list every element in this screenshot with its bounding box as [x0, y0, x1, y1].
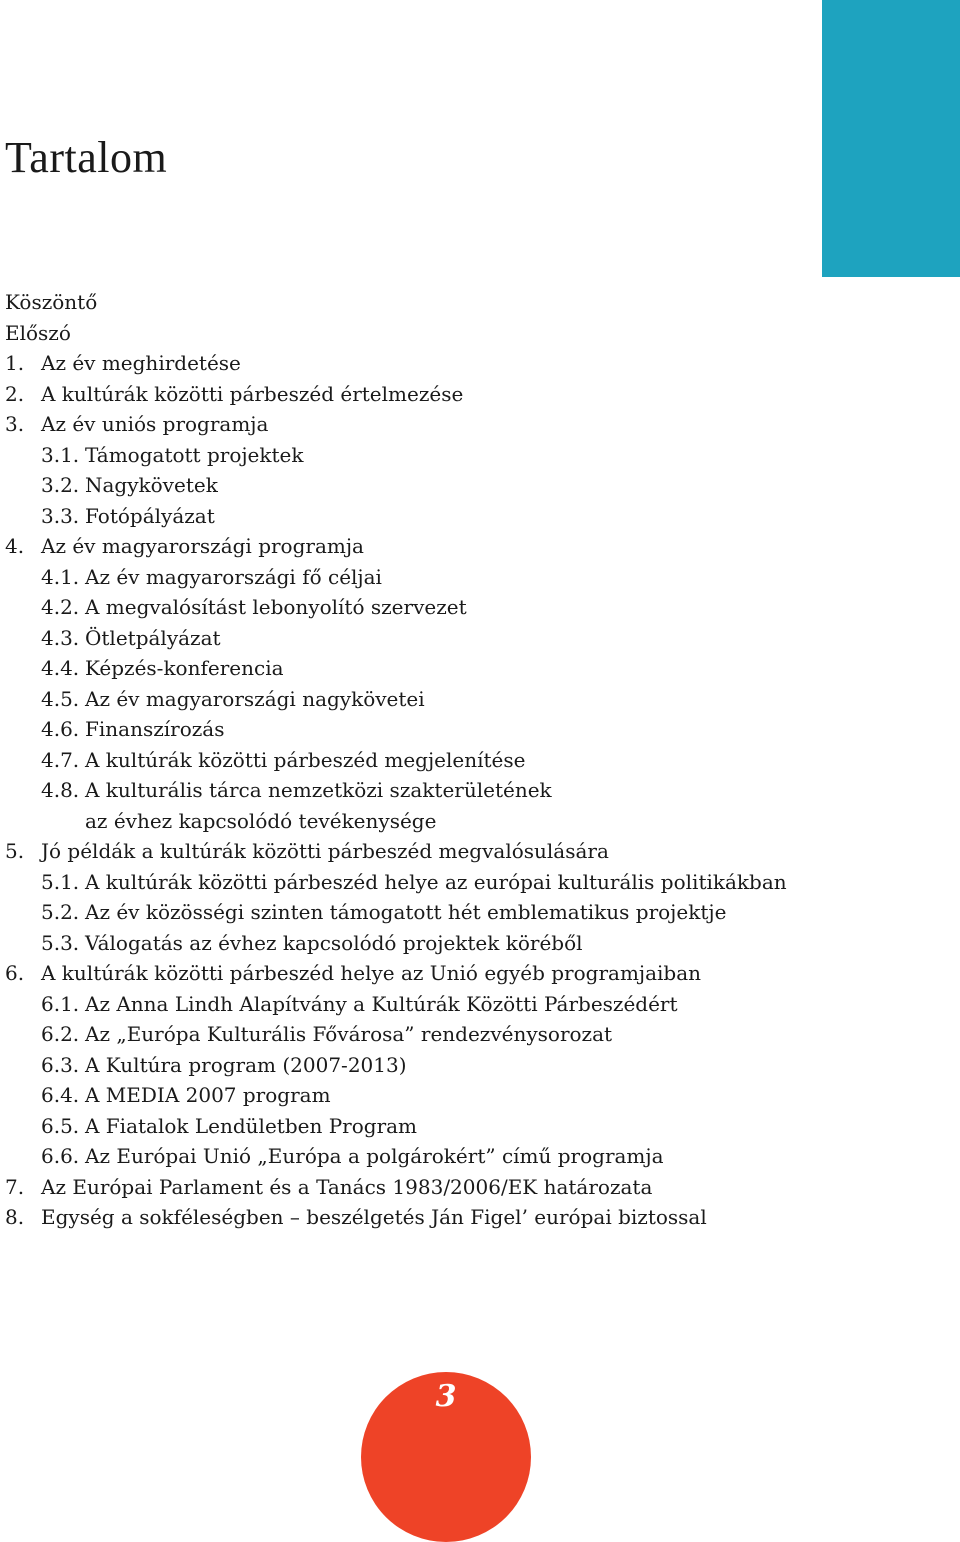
- toc-entry[interactable]: [5, 470, 787, 501]
- toc-entry-title-wrap: [85, 1080, 331, 1111]
- toc-entry[interactable]: [5, 775, 787, 836]
- toc-entry-title: Az év meghirdetése: [41, 351, 241, 375]
- toc-entry-title: A Kultúra program (2007-2013): [85, 1052, 407, 1077]
- toc-entry-number: 4.6.: [41, 717, 80, 741]
- toc-entry-number: 4.: [5, 534, 25, 558]
- toc-entry[interactable]: [5, 287, 787, 318]
- toc-entry[interactable]: [5, 501, 787, 532]
- toc-entry-title: Ötletpályázat: [85, 625, 221, 650]
- toc-entry-number: 4.7.: [41, 747, 80, 772]
- toc-entry-title-wrap: [85, 501, 215, 532]
- toc-entry-title-wrap: [85, 775, 552, 836]
- toc-entry-title-wrap: [85, 1019, 612, 1050]
- toc-entry-title: A kultúrák közötti párbeszéd értelmezése: [41, 381, 464, 406]
- toc-entry[interactable]: [5, 409, 787, 440]
- toc-entry-number: 7.: [5, 1174, 25, 1199]
- toc-entry-number: 3.2.: [41, 473, 80, 497]
- toc-entry-title: A megvalósítást lebonyolító szervezet: [85, 595, 467, 619]
- toc-entry[interactable]: [5, 562, 787, 593]
- toc-entry[interactable]: [5, 348, 787, 379]
- toc-entry-title: Az „Európa Kulturális Fővárosa” rendezvénysorozat: [85, 1022, 613, 1046]
- toc-entry-title: Az év magyarországi nagykövetei: [85, 686, 425, 711]
- toc-entry-title-wrap: [85, 1141, 664, 1172]
- toc-entry-number: 6.1.: [41, 991, 80, 1016]
- toc-entry[interactable]: [5, 1141, 787, 1172]
- toc-entry-title: Támogatott projektek: [85, 442, 304, 467]
- toc-entry-title: Az év közösségi szinten támogatott hét emblematikus projektje: [85, 900, 727, 924]
- toc-entry[interactable]: [5, 1111, 787, 1142]
- toc-entry-title: Az Anna Lindh Alapítvány a Kultúrák Közötti Párbeszédért: [85, 991, 678, 1016]
- toc-entry-number: 6.: [5, 961, 25, 985]
- toc-entry-title: Az Európai Unió „Európa a polgárokért” című programja: [85, 1144, 664, 1168]
- toc-entry-number: 3.3.: [41, 503, 80, 528]
- toc-entry-title: Az év magyarországi fő céljai: [85, 564, 382, 589]
- toc-entry-number: 6.4.: [41, 1083, 80, 1107]
- toc-entry[interactable]: [5, 836, 787, 867]
- toc-entry-title-wrap: [85, 928, 583, 959]
- toc-entry-title-wrap: [85, 897, 726, 928]
- toc-entry-title: A kultúrák közötti párbeszéd helye az európai kulturális politikákban: [85, 869, 787, 894]
- toc-entry[interactable]: [5, 1172, 787, 1203]
- toc-entry-title-wrap: [85, 714, 224, 745]
- toc-entry-title-wrap: [41, 958, 701, 989]
- toc-entry-title: A Fiatalok Lendületben Program: [85, 1113, 418, 1138]
- toc-entry-title: Köszöntő: [5, 290, 98, 314]
- toc-entry-number: 5.: [5, 839, 25, 863]
- toc-entry[interactable]: [5, 531, 787, 562]
- toc-entry-number: 1.: [5, 351, 25, 375]
- toc-entry[interactable]: [5, 867, 787, 898]
- toc-entry-title: Az év magyarországi programja: [41, 534, 364, 558]
- toc-entry-title-wrap: [85, 440, 304, 471]
- toc-entry-title-wrap: [85, 653, 284, 684]
- toc-entry-number: 3.: [5, 412, 25, 436]
- toc-entry-number: 2.: [5, 381, 25, 406]
- table-of-contents: [5, 287, 787, 1233]
- toc-entry-title: Finanszírozás: [85, 717, 225, 741]
- toc-entry-title: A kulturális tárca nemzetközi szakterületének: [85, 778, 552, 802]
- toc-entry[interactable]: [5, 1019, 787, 1050]
- toc-entry-number: 4.5.: [41, 686, 80, 711]
- toc-entry[interactable]: [5, 623, 787, 654]
- toc-entry-title: Előszó: [5, 320, 71, 345]
- toc-entry-title-wrap: [5, 318, 71, 349]
- toc-entry[interactable]: [5, 958, 787, 989]
- toc-entry-title-wrap: [85, 1111, 417, 1142]
- toc-entry-number: 4.4.: [41, 656, 80, 680]
- toc-entry-title-wrap: [41, 1172, 652, 1203]
- toc-entry-number: 3.1.: [41, 442, 80, 467]
- toc-entry-title: A MEDIA 2007 program: [85, 1083, 331, 1107]
- toc-entry-title-wrap: [41, 531, 364, 562]
- toc-entry-title: Jó példák a kultúrák közötti párbeszéd megvalósulására: [41, 839, 609, 863]
- toc-entry-title: Az év uniós programja: [41, 412, 269, 436]
- toc-entry-title-continuation: az évhez kapcsolódó tevékenysége: [85, 808, 437, 833]
- toc-entry-title-wrap: [41, 409, 268, 440]
- toc-entry-number: 4.3.: [41, 625, 80, 650]
- toc-entry-title: Fotópályázat: [85, 503, 215, 528]
- toc-entry-number: 5.1.: [41, 869, 80, 894]
- toc-entry-number: 6.2.: [41, 1022, 80, 1046]
- toc-entry-title-wrap: [85, 684, 425, 715]
- toc-entry[interactable]: [5, 684, 787, 715]
- toc-entry-title-wrap: [85, 470, 218, 501]
- toc-entry[interactable]: [5, 318, 787, 349]
- toc-entry-title-wrap: [85, 867, 787, 898]
- toc-entry-number: 6.6.: [41, 1144, 80, 1168]
- toc-entry-title: Válogatás az évhez kapcsolódó projektek köréből: [85, 930, 583, 955]
- toc-entry-title: A kultúrák közötti párbeszéd helye az Unió egyéb programjaiban: [41, 961, 702, 985]
- toc-entry[interactable]: [5, 440, 787, 471]
- toc-entry[interactable]: [5, 897, 787, 928]
- page-number: 3: [435, 1379, 457, 1414]
- toc-entry[interactable]: [5, 653, 787, 684]
- toc-entry-title-wrap: [41, 1202, 707, 1233]
- toc-entry-title: Az Európai Parlament és a Tanács 1983/2006/EK határozata: [41, 1174, 653, 1199]
- toc-entry-title: A kultúrák közötti párbeszéd megjelenítése: [85, 747, 526, 772]
- toc-entry[interactable]: [5, 745, 787, 776]
- toc-entry-title-wrap: [85, 623, 221, 654]
- toc-entry-title: Képzés-konferencia: [85, 656, 284, 680]
- toc-entry[interactable]: [5, 592, 787, 623]
- accent-bar: [822, 0, 960, 277]
- toc-entry[interactable]: [5, 1080, 787, 1111]
- toc-entry-number: 8.: [5, 1205, 25, 1229]
- toc-entry[interactable]: [5, 928, 787, 959]
- toc-entry-title-wrap: [41, 348, 241, 379]
- toc-entry-title-wrap: [85, 989, 678, 1020]
- toc-entry-title: Egység a sokféleségben – beszélgetés Ján Figel’ európai biztossal: [41, 1205, 707, 1229]
- toc-entry[interactable]: [5, 1202, 787, 1233]
- toc-entry-number: 4.1.: [41, 564, 80, 589]
- toc-entry[interactable]: [5, 379, 787, 410]
- toc-entry-number: 5.2.: [41, 900, 80, 924]
- toc-entry[interactable]: [5, 1050, 787, 1081]
- toc-entry[interactable]: [5, 714, 787, 745]
- toc-entry-number: 4.2.: [41, 595, 80, 619]
- toc-entry[interactable]: [5, 989, 787, 1020]
- toc-entry-title-wrap: [5, 287, 97, 318]
- toc-entry-title-wrap: [85, 592, 467, 623]
- toc-entry-title: Nagykövetek: [85, 473, 218, 497]
- toc-entry-title-wrap: [41, 379, 463, 410]
- toc-entry-number: 6.5.: [41, 1113, 80, 1138]
- toc-entry-number: 4.8.: [41, 778, 80, 802]
- toc-entry-title-wrap: [85, 1050, 407, 1081]
- page-title: Tartalom: [5, 133, 168, 182]
- toc-entry-title-wrap: [85, 745, 526, 776]
- toc-entry-title-wrap: [85, 562, 382, 593]
- toc-entry-number: 6.3.: [41, 1052, 80, 1077]
- toc-entry-title-wrap: [41, 836, 609, 867]
- toc-entry-number: 5.3.: [41, 930, 80, 955]
